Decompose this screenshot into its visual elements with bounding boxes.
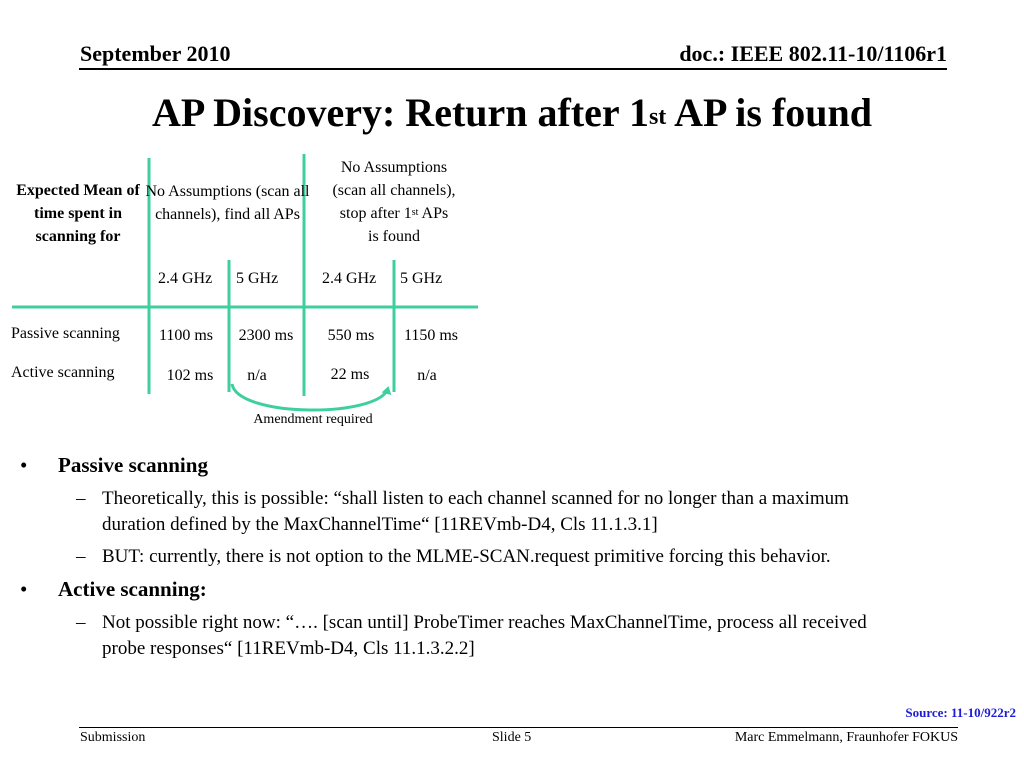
col2-line4: is found bbox=[368, 228, 420, 245]
col2-line1: No Assumptions bbox=[340, 159, 448, 176]
footer-slide-number: Slide 5 bbox=[492, 730, 532, 745]
footer-author: Marc Emmelmann, Fraunhofer FOKUS bbox=[734, 730, 958, 745]
amendment-arrow bbox=[232, 384, 388, 410]
band-label: 5 GHz bbox=[400, 270, 443, 287]
band-label: 2.4 GHz bbox=[322, 270, 377, 287]
table-cell: n/a bbox=[247, 367, 267, 384]
table-row-header: Expected Mean of time spent in scanning for bbox=[16, 182, 140, 245]
col2-line3-sup: st bbox=[411, 207, 419, 218]
band-label: 2.4 GHz bbox=[158, 270, 213, 287]
table-cell: 550 ms bbox=[327, 327, 375, 344]
band-label: 5 GHz bbox=[236, 270, 279, 287]
bullet-item bbox=[20, 576, 870, 602]
title-text: AP Discovery: Return after 1 bbox=[152, 90, 649, 135]
dash-mark: – bbox=[76, 612, 86, 633]
table-cell: n/a bbox=[417, 367, 437, 384]
footer-submission: Submission bbox=[80, 730, 146, 745]
amendment-annotation: Amendment required bbox=[253, 412, 373, 427]
sub-bullet-text: Not possible right now: “…. [scan until] ProbeTimer reaches MaxChannelTime, process all received probe responses“ [11REVmb-D4, Cls 11.1.3.2.2] bbox=[102, 612, 867, 659]
bullet-mark: • bbox=[20, 577, 28, 601]
table-cell: 2300 ms bbox=[238, 327, 294, 344]
header-date: September 2010 bbox=[80, 41, 231, 66]
column-header-stop-after-first bbox=[310, 156, 478, 248]
footer-divider bbox=[79, 727, 958, 728]
table-cell: 102 ms bbox=[166, 367, 214, 384]
bullet-mark: • bbox=[20, 453, 28, 477]
dash-mark: – bbox=[76, 488, 86, 509]
dash-mark: – bbox=[76, 546, 86, 567]
bullet-item bbox=[20, 452, 870, 478]
row-label-passive: Passive scanning bbox=[11, 325, 120, 342]
sub-bullet-item bbox=[20, 486, 870, 538]
table-cell: 1100 ms bbox=[158, 327, 214, 344]
title-tail: AP is found bbox=[666, 90, 872, 135]
col2-line2: (scan all channels), bbox=[332, 182, 456, 199]
column-header-find-all: No Assumptions (scan all channels), find all APs bbox=[145, 183, 310, 223]
source-reference: Source: 11-10/922r2 bbox=[905, 705, 1016, 720]
sub-bullet-item bbox=[20, 610, 870, 662]
sub-bullet-text: Theoretically, this is possible: “shall listen to each channel scanned for no longer than a maximum duration defined by the MaxChannelTime“ [11REVmb-D4, Cls 11.1.3.1] bbox=[102, 488, 849, 535]
sub-bullet-item bbox=[20, 544, 870, 570]
header-doc-id: doc.: IEEE 802.11-10/1106r1 bbox=[679, 41, 947, 66]
col2-line3 bbox=[310, 202, 478, 225]
bullet-text: Active scanning: bbox=[58, 577, 207, 601]
table-cell: 22 ms bbox=[330, 366, 370, 383]
sub-bullet-text: BUT: currently, there is not option to the MLME-SCAN.request primitive forcing this behavior. bbox=[102, 546, 831, 567]
bullet-list bbox=[20, 452, 870, 668]
title-superscript: st bbox=[648, 104, 667, 130]
col2-line3-tail: APs bbox=[418, 205, 449, 222]
table-cell: 1150 ms bbox=[403, 327, 459, 344]
col2-line3-text: stop after 1 bbox=[339, 205, 412, 222]
bullet-text: Passive scanning bbox=[58, 453, 208, 477]
row-label-active: Active scanning bbox=[11, 364, 115, 381]
